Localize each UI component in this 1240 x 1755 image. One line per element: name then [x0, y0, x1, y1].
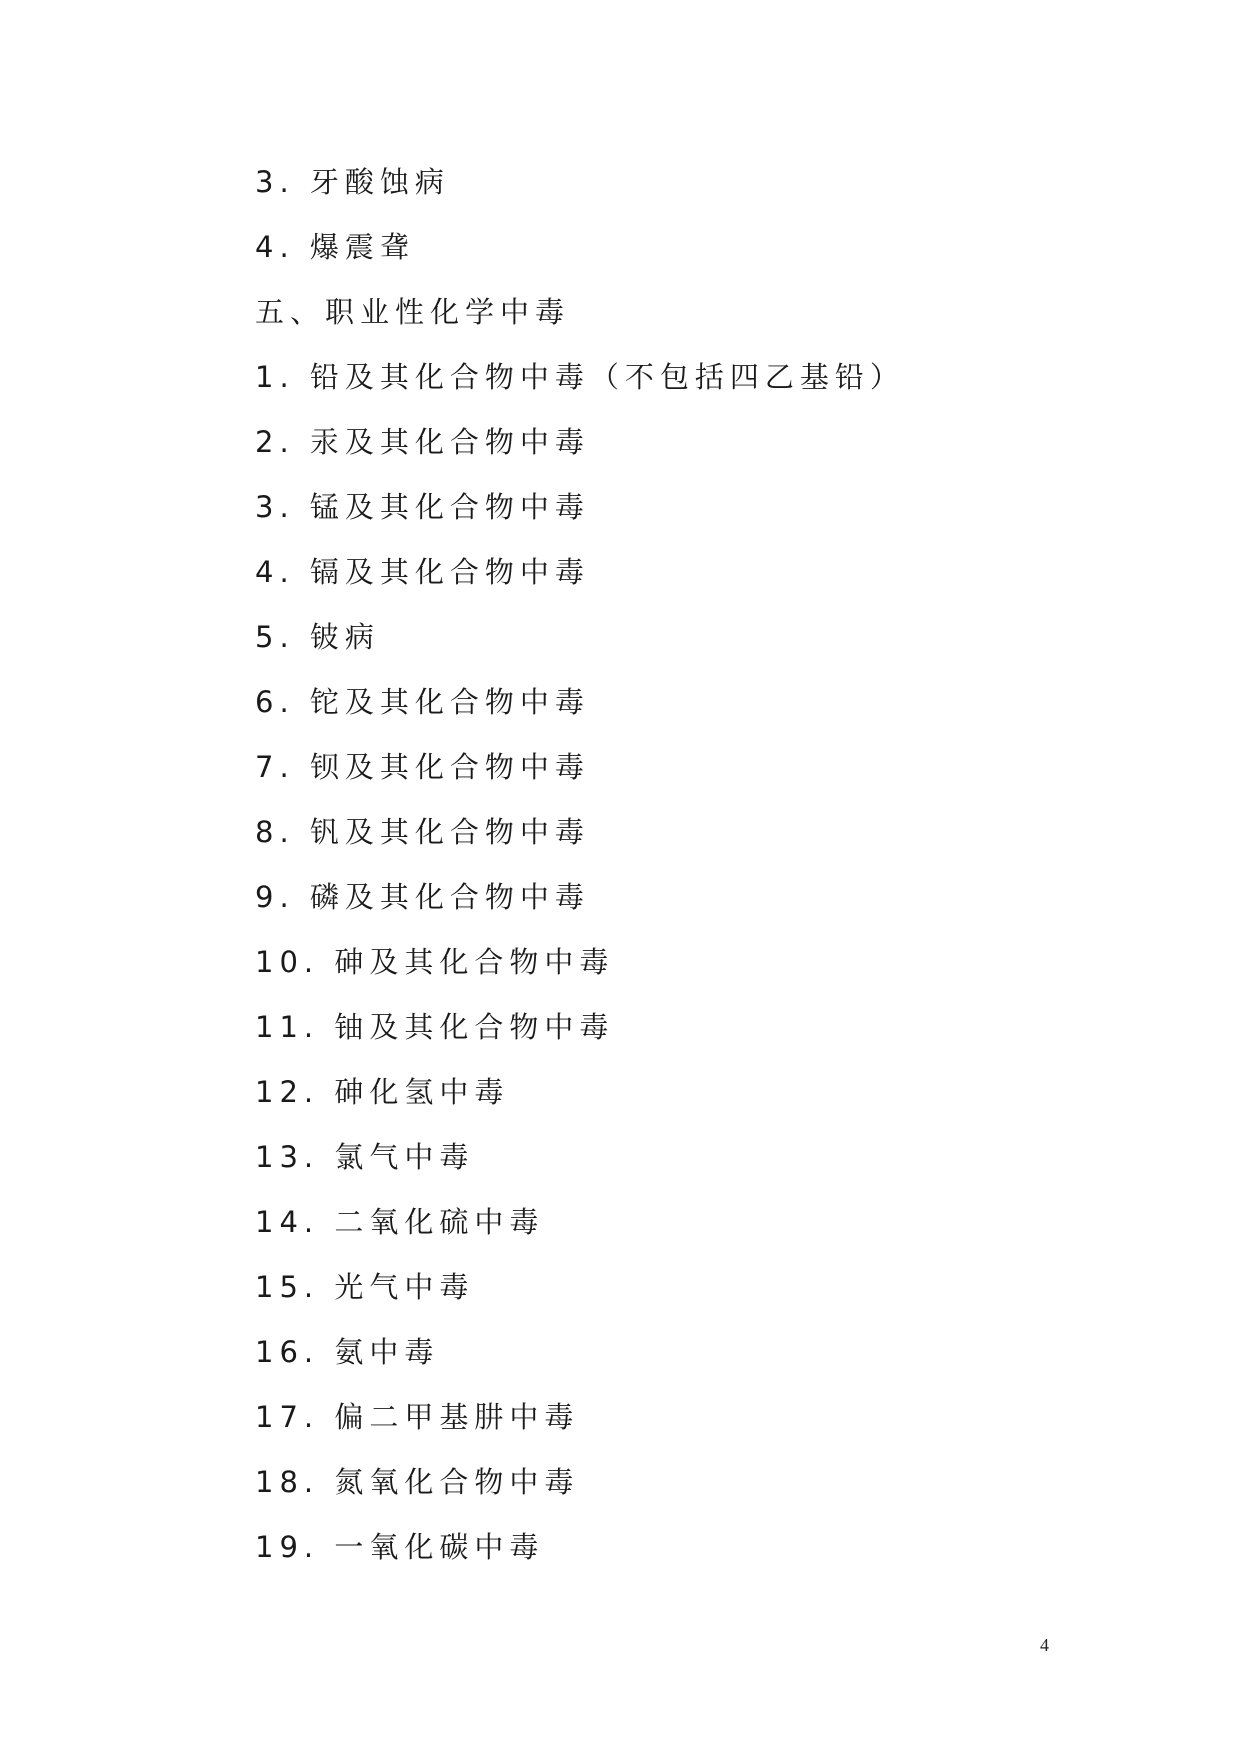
list-item: 9. 磷及其化合物中毒 — [255, 880, 590, 914]
list-item: 11. 铀及其化合物中毒 — [255, 1010, 615, 1044]
list-item: 10. 砷及其化合物中毒 — [255, 945, 615, 979]
list-item: 17. 偏二甲基肼中毒 — [255, 1400, 580, 1434]
list-item: 16. 氨中毒 — [255, 1335, 440, 1369]
list-item: 14. 二氧化硫中毒 — [255, 1205, 545, 1239]
list-item: 7. 钡及其化合物中毒 — [255, 750, 590, 784]
list-item: 1. 铅及其化合物中毒（不包括四乙基铅） — [255, 360, 905, 394]
list-item: 5. 铍病 — [255, 620, 380, 654]
list-item: 8. 钒及其化合物中毒 — [255, 815, 590, 849]
list-item: 18. 氮氧化合物中毒 — [255, 1465, 580, 1499]
list-item: 6. 铊及其化合物中毒 — [255, 685, 590, 719]
list-item: 2. 汞及其化合物中毒 — [255, 425, 590, 459]
list-item: 19. 一氧化碳中毒 — [255, 1530, 545, 1564]
list-item: 3. 锰及其化合物中毒 — [255, 490, 590, 524]
list-item: 4. 镉及其化合物中毒 — [255, 555, 590, 589]
page-number: 4 — [1040, 1635, 1049, 1655]
list-item: 4. 爆震聋 — [255, 230, 415, 264]
list-item: 3. 牙酸蚀病 — [255, 165, 450, 199]
list-item: 15. 光气中毒 — [255, 1270, 475, 1304]
list-item: 12. 砷化氢中毒 — [255, 1075, 510, 1109]
disease-list — [255, 150, 905, 1580]
section-heading: 五、职业性化学中毒 — [255, 295, 571, 329]
list-item: 13. 氯气中毒 — [255, 1140, 475, 1174]
